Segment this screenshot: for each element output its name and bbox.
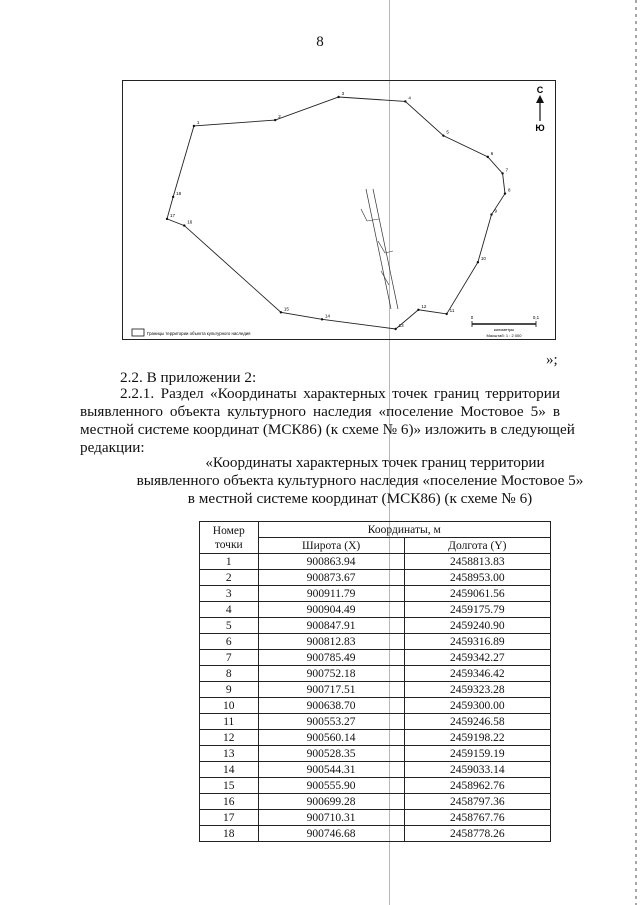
longitude-cell: 2458778.26 (404, 826, 550, 842)
latitude-cell: 900904.49 (258, 602, 404, 618)
latitude-cell: 900785.49 (258, 650, 404, 666)
coordinates-table (199, 521, 551, 842)
boundary-point-label: 3 (341, 91, 345, 96)
latitude-cell: 900555.90 (258, 778, 404, 794)
table-row (200, 586, 551, 602)
point-number-cell: 15 (200, 778, 259, 794)
paragraph-line: редакции: (80, 439, 145, 456)
latitude-cell: 900717.51 (258, 682, 404, 698)
boundary-point-marker (280, 311, 282, 313)
boundary-point-label: 1 (196, 119, 200, 125)
boundary-point-label: 18 (176, 190, 182, 196)
paragraph-line: 2.2.1. Раздел «Координаты характерных точек границ территории (120, 385, 560, 402)
latitude-cell: 900746.68 (258, 826, 404, 842)
scale-end: 0,1 (532, 315, 540, 320)
longitude-cell: 2458953.00 (404, 570, 550, 586)
point-number-cell: 3 (200, 586, 259, 602)
boundary-point-label: 10 (480, 256, 486, 262)
longitude-cell: 2459316.89 (404, 634, 550, 650)
latitude-cell: 900544.31 (258, 762, 404, 778)
header-point-number: Номер точки (200, 522, 259, 554)
boundary-point-label: 16 (187, 219, 193, 225)
table-title (80, 454, 640, 508)
latitude-cell: 900699.28 (258, 794, 404, 810)
latitude-cell: 900863.94 (258, 554, 404, 570)
point-number-cell: 8 (200, 666, 259, 682)
point-number-cell: 7 (200, 650, 259, 666)
boundary-point-marker (504, 192, 506, 194)
boundary-point-label: 2 (278, 114, 281, 120)
longitude-cell: 2459346.42 (404, 666, 550, 682)
longitude-cell: 2458797.36 (404, 794, 550, 810)
boundary-point-marker (477, 261, 479, 263)
boundary-point-label: 11 (449, 307, 455, 313)
latitude-cell: 900752.18 (258, 666, 404, 682)
quote-close: »; (546, 352, 558, 368)
longitude-cell: 2459159.19 (404, 746, 550, 762)
table-row (200, 666, 551, 682)
point-number-cell: 16 (200, 794, 259, 810)
boundary-point-label: 9 (494, 208, 497, 214)
longitude-cell: 2458962.76 (404, 778, 550, 794)
scale-start: 0 (470, 315, 474, 320)
latitude-cell: 900528.35 (258, 746, 404, 762)
boundary-point-marker (337, 96, 339, 98)
longitude-cell: 2459175.79 (404, 602, 550, 618)
table-row (200, 554, 551, 570)
scale-unit: километры (493, 327, 515, 332)
table-body (200, 554, 551, 842)
latitude-cell: 900847.91 (258, 618, 404, 634)
longitude-cell: 2459198.22 (404, 730, 550, 746)
table-row (200, 730, 551, 746)
longitude-cell: 2459342.27 (404, 650, 550, 666)
longitude-cell: 2458813.83 (404, 554, 550, 570)
boundary-polygon (167, 97, 505, 329)
table-title-line: в местной системе координат (МСК86) (к схеме № 6) (187, 490, 533, 507)
boundary-point-label: 5 (446, 129, 449, 135)
table-row (200, 698, 551, 714)
boundary-point-marker (487, 156, 489, 158)
table-row (200, 794, 551, 810)
table-row (200, 602, 551, 618)
latitude-cell: 900638.70 (258, 698, 404, 714)
longitude-cell: 2459240.90 (404, 618, 550, 634)
boundary-point-marker (417, 309, 419, 311)
south-label: Ю (535, 123, 545, 133)
boundary-point-marker (445, 313, 447, 315)
boundary-point-marker (490, 213, 492, 215)
paragraph-line: выявленного объекта культурного наследия «поселение Мостовое 5» в (80, 403, 560, 420)
scan-edge-noise (635, 0, 637, 905)
table-title-line: выявленного объекта культурного наследия «поселение Мостовое 5» (136, 472, 584, 489)
latitude-cell: 900873.67 (258, 570, 404, 586)
longitude-cell: 2459323.28 (404, 682, 550, 698)
legend-text: Границы территории объекта культурного наследия (147, 331, 251, 336)
boundary-point-marker (166, 218, 168, 220)
table-row (200, 682, 551, 698)
header-longitude: Долгота (Y) (404, 538, 550, 554)
longitude-cell: 2459300.00 (404, 698, 550, 714)
section-2-2-heading: 2.2. В приложении 2: (120, 369, 257, 386)
table-row (200, 714, 551, 730)
table-row (200, 570, 551, 586)
boundary-point-label: 7 (505, 167, 509, 173)
point-number-cell: 4 (200, 602, 259, 618)
boundary-point-label: 8 (508, 187, 511, 193)
map-canvas (123, 81, 555, 339)
latitude-cell: 900911.79 (258, 586, 404, 602)
longitude-cell: 2459246.58 (404, 714, 550, 730)
boundary-polygon-layer (166, 96, 506, 330)
legend-swatch (132, 329, 144, 336)
table-row (200, 778, 551, 794)
table-title-line: «Координаты характерных точек границ территории (205, 454, 545, 471)
table-row (200, 762, 551, 778)
boundary-point-label: 6 (490, 150, 494, 156)
boundary-point-label: 14 (325, 313, 331, 319)
point-number-cell: 13 (200, 746, 259, 762)
point-number-cell: 6 (200, 634, 259, 650)
boundary-point-marker (442, 134, 444, 136)
point-number-cell: 14 (200, 762, 259, 778)
header-latitude: Широта (X) (258, 538, 404, 554)
longitude-cell: 2459033.14 (404, 762, 550, 778)
latitude-cell: 900710.31 (258, 810, 404, 826)
boundary-point-marker (183, 224, 185, 226)
point-number-cell: 1 (200, 554, 259, 570)
point-number-cell: 18 (200, 826, 259, 842)
section-2-2-1-paragraph (80, 385, 575, 457)
boundary-scheme-map (122, 80, 556, 340)
boundary-point-marker (321, 318, 323, 320)
longitude-cell: 2459061.56 (404, 586, 550, 602)
table-row (200, 618, 551, 634)
page-number: 8 (316, 34, 324, 50)
longitude-cell: 2458767.76 (404, 810, 550, 826)
point-number-cell: 5 (200, 618, 259, 634)
point-number-cell: 2 (200, 570, 259, 586)
scale-bar (471, 315, 540, 338)
paragraph-line: местной системе координат (МСК86) (к схеме № 6)» изложить в следующей (80, 421, 575, 438)
boundary-point-label: 13 (398, 323, 404, 328)
north-label: С (536, 85, 544, 95)
point-number-cell: 11 (200, 714, 259, 730)
header-coordinates: Координаты, м (258, 522, 550, 538)
boundary-point-marker (193, 125, 195, 127)
boundary-point-label: 4 (408, 95, 411, 101)
boundary-point-marker (172, 196, 174, 198)
table-row (200, 826, 551, 842)
point-number-cell: 12 (200, 730, 259, 746)
latitude-cell: 900812.83 (258, 634, 404, 650)
boundary-point-marker (501, 172, 503, 174)
scale-ratio: Масштаб: 1 : 2 000 (486, 333, 522, 338)
boundary-point-marker (274, 119, 276, 121)
boundary-point-label: 15 (283, 306, 289, 312)
table-row (200, 650, 551, 666)
point-number-cell: 17 (200, 810, 259, 826)
map-legend (132, 329, 251, 336)
boundary-point-label: 12 (421, 303, 427, 309)
boundary-point-marker (394, 328, 396, 330)
road-strip-layer (361, 189, 398, 309)
table-row (200, 746, 551, 762)
boundary-point-marker (404, 100, 406, 102)
table-row (200, 810, 551, 826)
point-number-cell: 9 (200, 682, 259, 698)
latitude-cell: 900560.14 (258, 730, 404, 746)
north-arrow (535, 85, 544, 133)
boundary-point-label: 17 (170, 212, 176, 218)
table-row (200, 634, 551, 650)
point-number-cell: 10 (200, 698, 259, 714)
latitude-cell: 900553.27 (258, 714, 404, 730)
